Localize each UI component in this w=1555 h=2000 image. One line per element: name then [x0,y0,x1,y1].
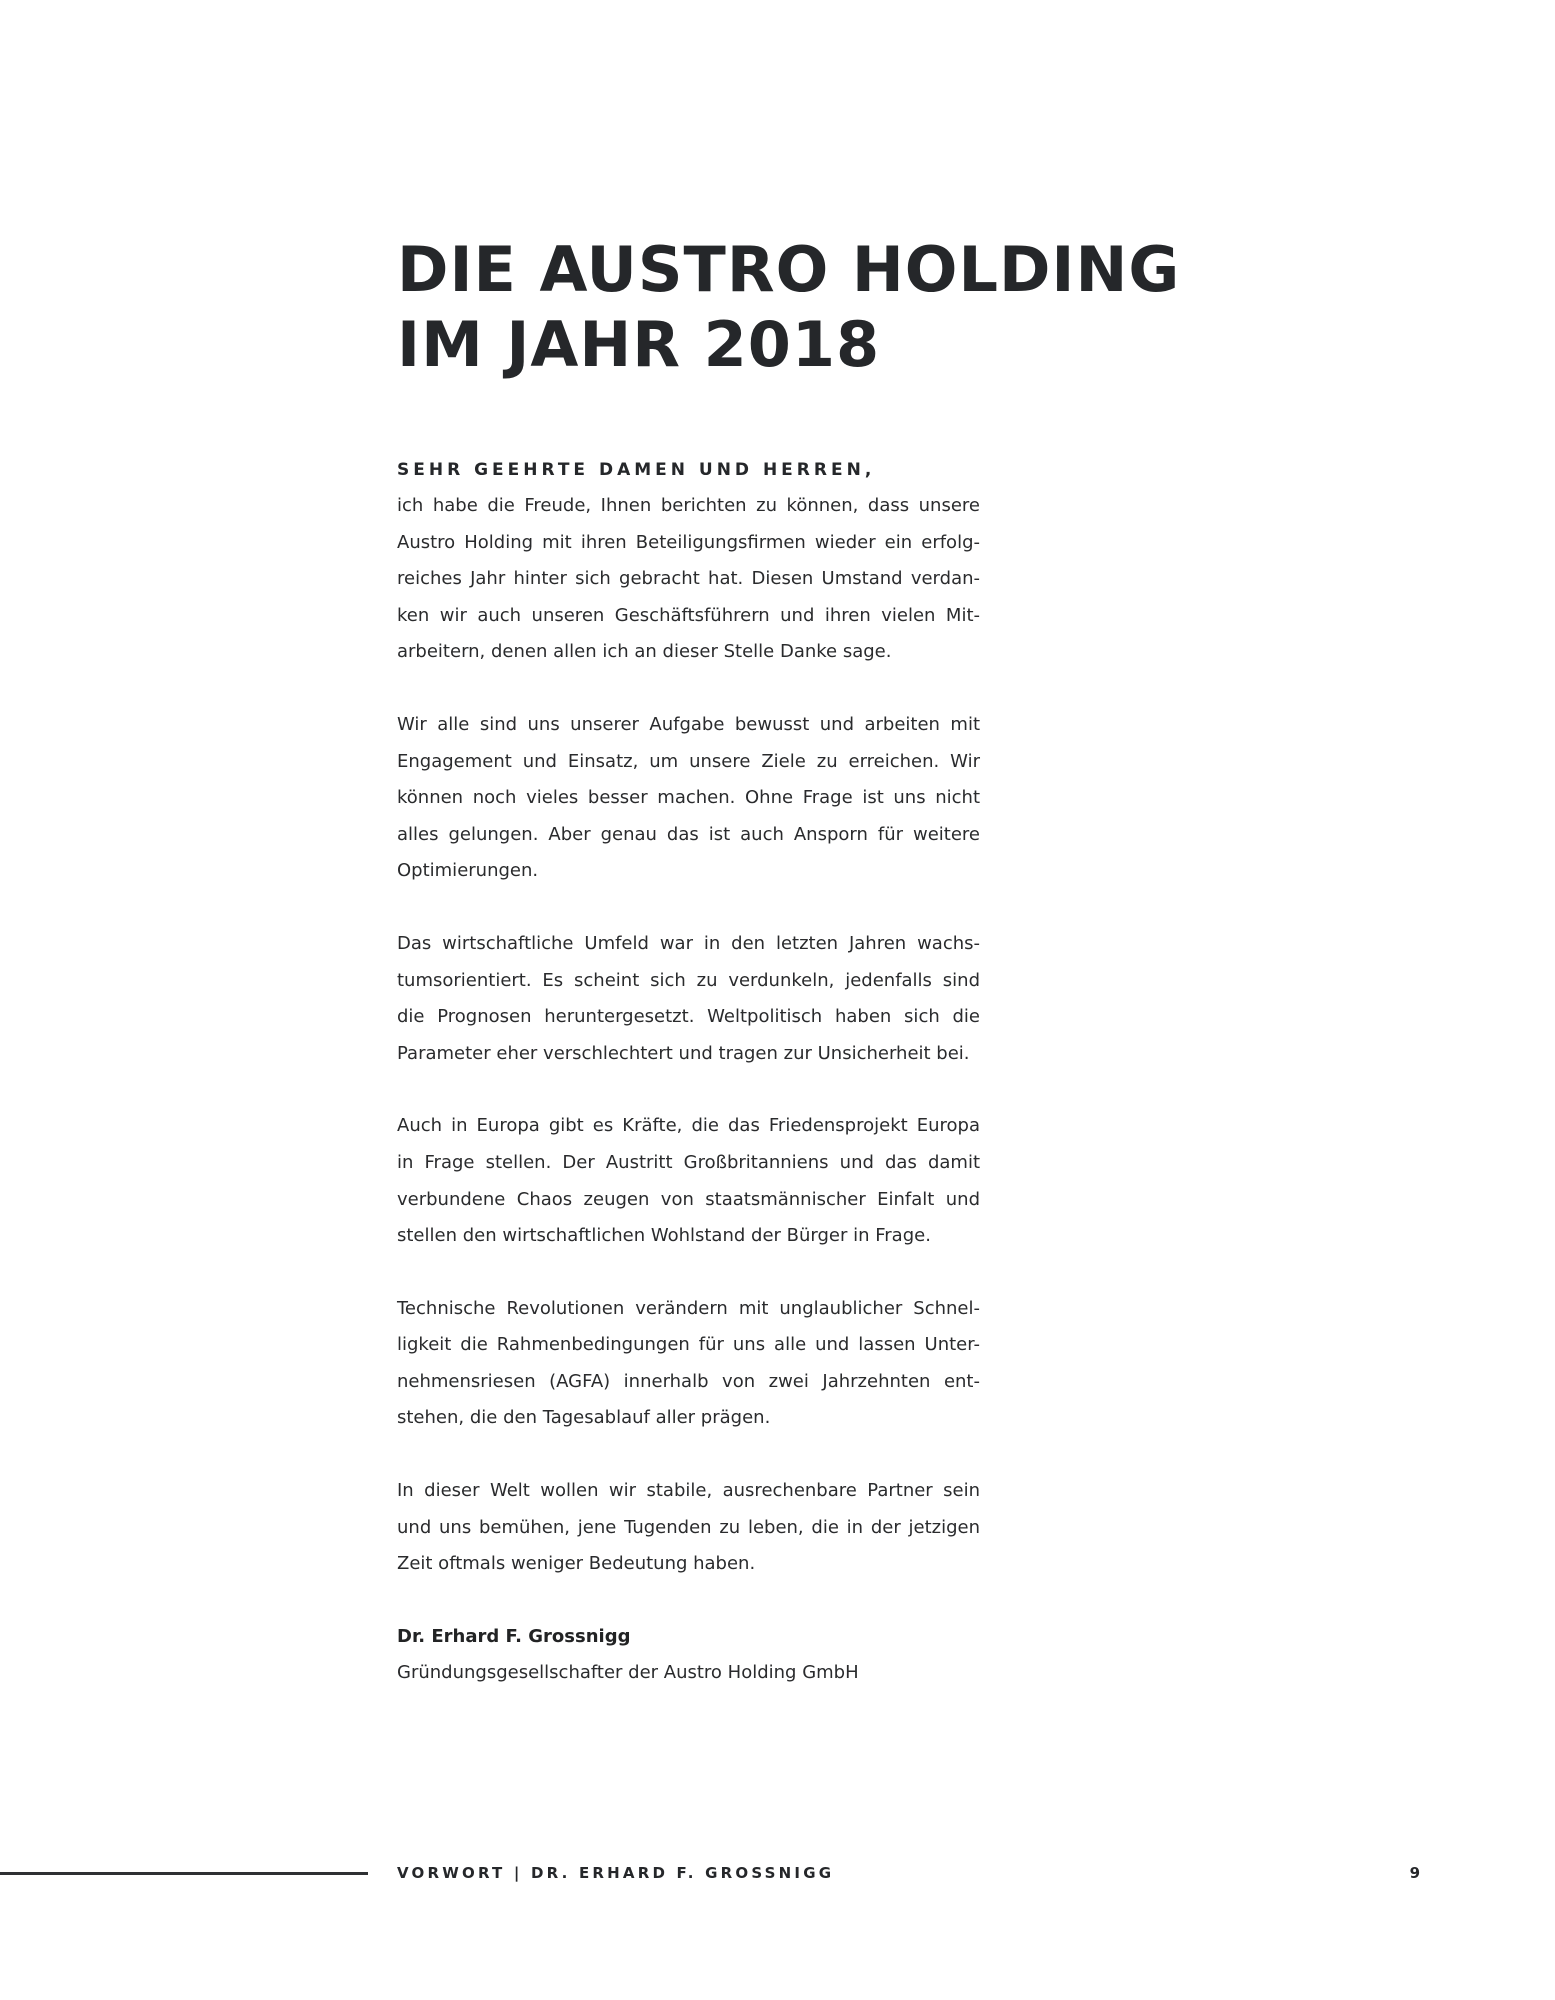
footer-rule [0,1872,368,1875]
text-line: ligkeit die Rahmenbedingungen für uns alle und lassen Unter- [397,1334,980,1356]
text-line: tumsorientiert. Es scheint sich zu verdunkeln, jedenfalls sind [397,969,980,991]
footer-section-label: VORWORT | DR. ERHARD F. GROSSNIGG [397,1864,835,1882]
title-line-1: DIE AUSTRO HOLDING [397,233,1181,306]
text-line: Austro Holding mit ihren Beteiligungsfirmen wieder ein erfolg- [397,531,980,553]
title-line-2: IM JAHR 2018 [397,308,881,381]
paragraph-3 [397,926,980,1072]
text-line: Das wirtschaftliche Umfeld war in den letzten Jahren wachs- [397,932,980,954]
text-line: Engagement und Einsatz, um unsere Ziele zu erreichen. Wir [397,750,980,772]
text-line: stehen, die den Tagesablauf aller prägen. [397,1407,771,1429]
paragraph-2 [397,707,980,890]
text-line: In dieser Welt wollen wir stabile, ausrechenbare Partner sein [397,1480,980,1502]
text-line: nehmensriesen (AGFA) innerhalb von zwei Jahrzehnten ent- [397,1370,980,1392]
text-line: in Frage stellen. Der Austritt Großbritanniens und das damit [397,1151,980,1173]
text-line: alles gelungen. Aber genau das ist auch Ansporn für weitere [397,823,980,845]
page-title [397,232,1180,382]
text-line: Optimierungen. [397,860,539,882]
text-line: Auch in Europa gibt es Kräfte, die das Friedensprojekt Europa [397,1115,980,1137]
signature-role: Gründungsgesellschafter der Austro Holding GmbH [397,1662,859,1684]
page-number: 9 [1409,1864,1420,1882]
signature-name: Dr. Erhard F. Grossnigg [397,1625,631,1647]
text-line: ken wir auch unseren Geschäftsführern und ihren vielen Mit- [397,604,980,626]
text-line: verbundene Chaos zeugen von staatsmännischer Einfalt und [397,1188,980,1210]
text-line: stellen den wirtschaftlichen Wohlstand der Bürger in Frage. [397,1225,931,1247]
text-line: die Prognosen heruntergesetzt. Weltpolitisch haben sich die [397,1006,980,1028]
text-line: Wir alle sind uns unserer Aufgabe bewusst und arbeiten mit [397,713,980,735]
paragraph-5 [397,1291,980,1437]
text-line: können noch vieles besser machen. Ohne Frage ist uns nicht [397,787,980,809]
signature-block [397,1619,980,1692]
paragraph-6 [397,1473,980,1583]
paragraph-4 [397,1108,980,1254]
text-line: und uns bemühen, jene Tugenden zu leben, die in der jetzigen [397,1516,980,1538]
text-line: ich habe die Freude, Ihnen berichten zu können, dass unsere [397,495,980,516]
text-line: arbeitern, denen allen ich an dieser Stelle Danke sage. [397,641,892,663]
text-line: Technische Revolutionen verändern mit unglaublicher Schnel- [397,1297,980,1319]
text-line: Parameter eher verschlechtert und tragen zur Unsicherheit bei. [397,1042,970,1064]
salutation: SEHR GEEHRTE DAMEN UND HERREN, [397,460,876,480]
letter-body [397,452,980,1692]
text-line: Zeit oftmals weniger Bedeutung haben. [397,1553,756,1575]
text-line: reiches Jahr hinter sich gebracht hat. Diesen Umstand verdan- [397,568,980,590]
paragraph-1 [397,488,980,671]
